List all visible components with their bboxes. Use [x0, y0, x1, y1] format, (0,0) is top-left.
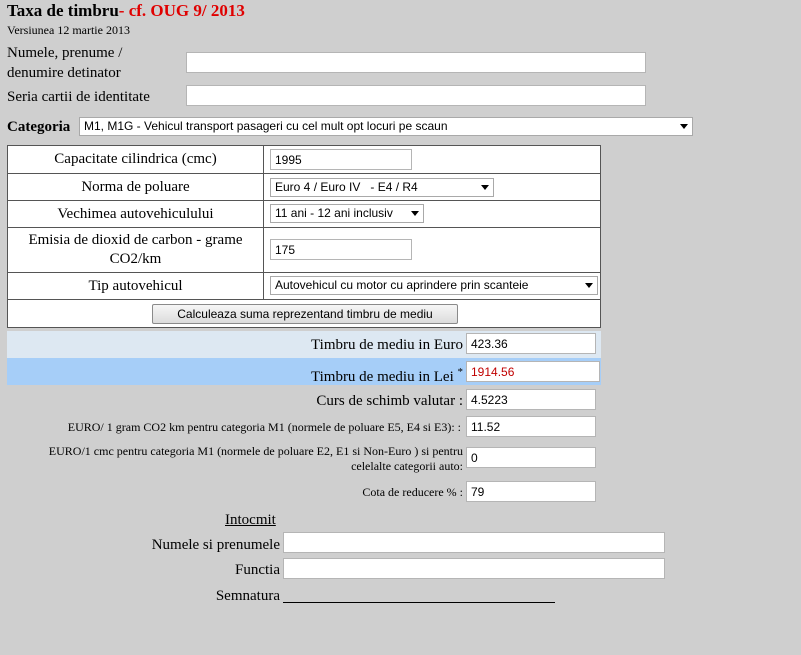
cmc-rate-label — [49, 444, 463, 474]
id-series-input[interactable] — [186, 85, 646, 106]
cmc-rate-label-line2: celelalte categorii auto: — [351, 459, 463, 473]
category-label: Categoria — [7, 119, 71, 135]
exchange-rate-label: Curs de schimb valutar : — [316, 393, 463, 409]
age-row — [8, 201, 600, 228]
chevron-down-icon — [411, 211, 419, 216]
exchange-rate-output[interactable] — [466, 389, 596, 410]
title-main: Taxa de timbru — [7, 1, 119, 20]
vehicle-type-select[interactable] — [270, 276, 598, 295]
owner-name-label-line2: denumire detinator — [7, 65, 121, 81]
co2-label: Emisia de dioxid de carbon - grame CO2/km — [8, 228, 264, 272]
prepared-by-heading: Intocmit — [225, 512, 276, 528]
signature-label: Semnatura — [215, 588, 280, 604]
capacity-label: Capacitate cilindrica (cmc) — [8, 146, 264, 173]
calculate-button[interactable]: Calculeaza suma reprezentand timbru de mediu — [152, 304, 458, 324]
vehicle-type-label: Tip autovehicul — [8, 273, 264, 299]
category-select-value: M1, M1G - Vehicul transport pasageri cu cel mult opt locuri pe scaun — [84, 119, 448, 133]
owner-name-label-line1: Numele, prenume / — [7, 45, 123, 61]
function-input[interactable] — [283, 558, 665, 579]
preparer-name-input[interactable] — [283, 532, 665, 553]
chevron-down-icon — [481, 185, 489, 190]
lei-asterisk: * — [457, 366, 463, 378]
title-separator: - — [118, 1, 129, 20]
co2-rate-label: EURO/ 1 gram CO2 km pentru categoria M1 (normele de poluare E5, E4 si E3): : — [67, 420, 461, 434]
lei-stamp-label-text: Timbru de mediu in Lei — [310, 369, 454, 385]
reduction-label: Cota de reducere % : — [362, 485, 463, 499]
euro-stamp-label: Timbru de mediu in Euro — [311, 337, 463, 353]
version-text: Versiunea 12 martie 2013 — [7, 23, 130, 37]
age-select[interactable] — [270, 204, 424, 223]
co2-row — [8, 228, 600, 273]
lei-stamp-output[interactable] — [466, 361, 600, 382]
category-select[interactable] — [79, 117, 693, 136]
title-ordinance: cf. OUG 9/ 2013 — [128, 1, 245, 20]
chevron-down-icon — [680, 124, 688, 129]
vehicle-type-select-value: Autovehicul cu motor cu aprindere prin scanteie — [275, 278, 529, 292]
id-series-label: Seria cartii de identitate — [7, 89, 150, 105]
owner-name-input[interactable] — [186, 52, 646, 73]
owner-name-label — [7, 43, 122, 83]
chevron-down-icon — [585, 283, 593, 288]
norm-label: Norma de poluare — [8, 174, 264, 200]
page-title — [7, 1, 245, 21]
signature-line — [283, 602, 555, 603]
vehicle-type-row — [8, 273, 600, 300]
age-select-value: 11 ani - 12 ani inclusiv — [275, 206, 393, 220]
capacity-input[interactable] — [270, 149, 412, 170]
co2-rate-output[interactable] — [466, 416, 596, 437]
norm-select[interactable] — [270, 178, 494, 197]
co2-input[interactable] — [270, 239, 412, 260]
cmc-rate-label-line1: EURO/1 cmc pentru categoria M1 (normele de poluare E2, E1 si Non-Euro ) si pentru — [48, 444, 463, 458]
preparer-name-label: Numele si prenumele — [151, 537, 280, 553]
cmc-rate-output[interactable] — [466, 447, 596, 468]
lei-stamp-label — [311, 362, 463, 387]
age-label: Vechimea autovehiculului — [8, 201, 264, 227]
function-label: Functia — [235, 562, 280, 578]
capacity-row — [8, 146, 600, 174]
norm-row — [8, 174, 600, 201]
reduction-output[interactable] — [466, 481, 596, 502]
vehicle-panel — [7, 145, 601, 328]
norm-select-value: Euro 4 / Euro IV - E4 / R4 — [275, 180, 418, 194]
euro-stamp-output[interactable] — [466, 333, 596, 354]
